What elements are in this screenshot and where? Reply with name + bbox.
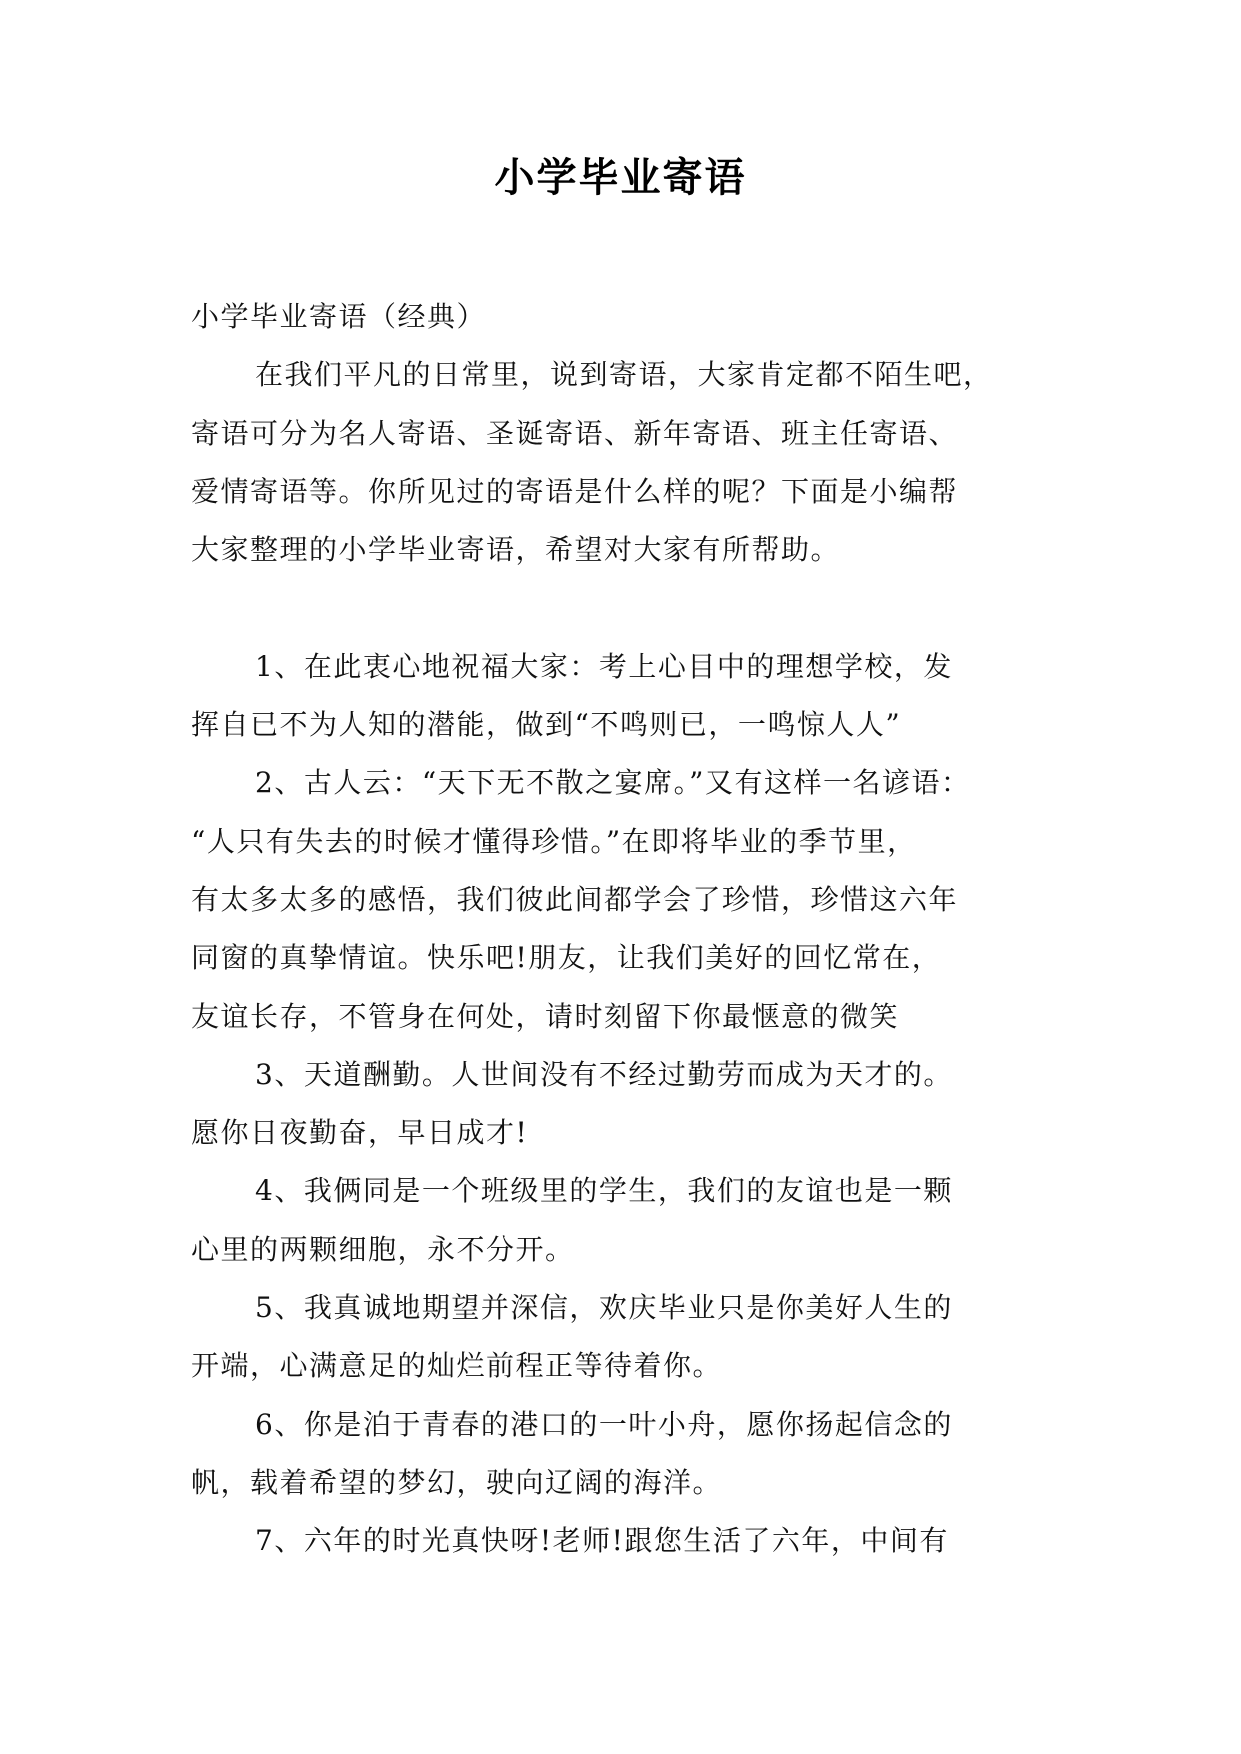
item-line: 同窗的真挚情谊。快乐吧!朋友，让我们美好的回忆常在， (191, 941, 942, 975)
item-line: 2、古人云：“天下无不散之宴席。”又有这样一名谚语： (255, 766, 971, 800)
intro-line: 大家整理的小学毕业寄语，希望对大家有所帮助。 (191, 533, 841, 567)
blessing-item-6 (191, 1396, 1071, 1513)
item-line: 帆，载着希望的梦幻，驶向辽阔的海洋。 (191, 1465, 723, 1499)
item-line: 有太多太多的感悟，我们彼此间都学会了珍惜，珍惜这六年 (191, 882, 959, 916)
blessing-item-5 (191, 1279, 1071, 1396)
intro-line: 爱情寄语等。你所见过的寄语是什么样的呢？下面是小编帮 (191, 474, 959, 508)
blessing-item-7 (191, 1512, 1071, 1570)
item-line: 5、我真诚地期望并深信，欢庆毕业只是你美好人生的 (255, 1291, 953, 1325)
item-line: 挥自已不为人知的潜能，做到“不鸣则已，一鸣惊人人” (191, 708, 902, 742)
item-line: “人只有失去的时候才懂得珍惜。”在即将毕业的季节里， (191, 824, 917, 858)
blessing-item-1 (191, 638, 1071, 755)
item-line: 7、六年的时光真快呀!老师!跟您生活了六年，中间有 (255, 1524, 949, 1558)
intro-paragraph (191, 346, 1071, 579)
intro-line: 寄语可分为名人寄语、圣诞寄语、新年寄语、班主任寄语、 (191, 416, 959, 450)
item-line: 1、在此衷心地祝福大家：考上心目中的理想学校，发 (255, 649, 953, 683)
blessing-item-4 (191, 1162, 1071, 1279)
item-line: 4、我俩同是一个班级里的学生，我们的友谊也是一颗 (255, 1174, 953, 1208)
item-line: 愿你日夜勤奋，早日成才! (191, 1116, 529, 1150)
document-title: 小学毕业寄语 (494, 155, 747, 201)
intro-line: 在我们平凡的日常里，说到寄语，大家肯定都不陌生吧， (255, 358, 993, 392)
paragraph-gap (191, 579, 1071, 637)
document-body (191, 288, 1071, 1571)
blessing-item-2 (191, 754, 1071, 1045)
document-subtitle: 小学毕业寄语（经典） (191, 300, 487, 333)
item-line: 开端，心满意足的灿烂前程正等待着你。 (191, 1349, 723, 1383)
item-line: 友谊长存，不管身在何处，请时刻留下你最惬意的微笑 (191, 999, 900, 1033)
item-line: 6、你是泊于青春的港口的一叶小舟，愿你扬起信念的 (255, 1407, 953, 1441)
item-line: 心里的两颗细胞，永不分开。 (191, 1232, 575, 1266)
blessing-item-3 (191, 1046, 1071, 1163)
item-line: 3、天道酬勤。人世间没有不经过勤劳而成为天才的。 (255, 1057, 953, 1091)
